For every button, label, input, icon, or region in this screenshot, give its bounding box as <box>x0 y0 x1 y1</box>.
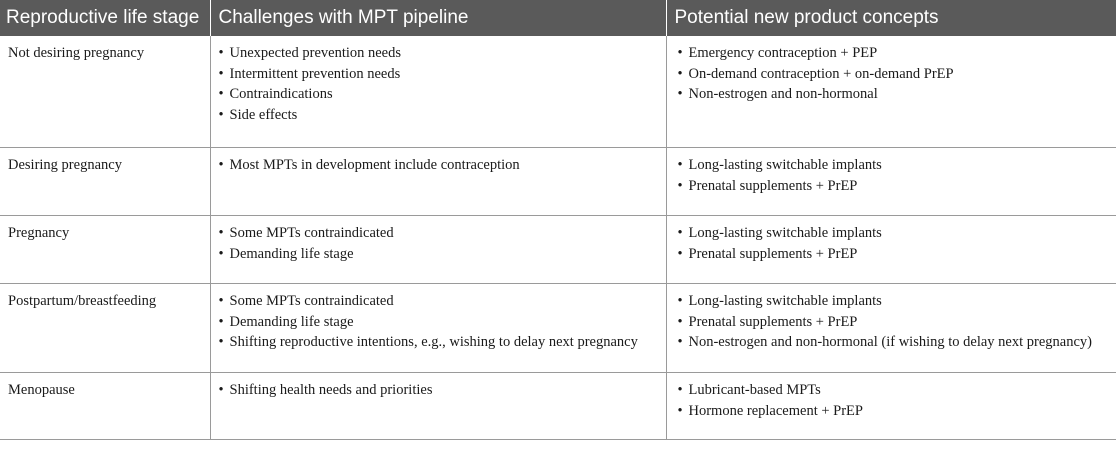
header-challenges: Challenges with MPT pipeline <box>210 0 666 36</box>
header-concepts: Potential new product concepts <box>666 0 1116 36</box>
concepts-list <box>678 380 1109 421</box>
list-item: • Long-lasting switchable implants <box>678 155 1109 176</box>
challenges-cell <box>210 36 666 148</box>
challenges-list <box>219 43 658 125</box>
list-item: • Contraindications <box>219 84 658 105</box>
list-item: • On-demand contraception + on-demand PrEP <box>678 64 1109 85</box>
challenges-cell <box>210 216 666 284</box>
list-item: • Some MPTs contraindicated <box>219 223 658 244</box>
list-item: • Unexpected prevention needs <box>219 43 658 64</box>
concepts-list <box>678 155 1109 196</box>
list-item: • Long-lasting switchable implants <box>678 223 1109 244</box>
challenges-cell <box>210 373 666 440</box>
challenges-list <box>219 291 658 353</box>
list-item: • Prenatal supplements + PrEP <box>678 312 1109 333</box>
challenges-list <box>219 380 658 401</box>
concepts-cell <box>666 373 1116 440</box>
concepts-list <box>678 223 1109 264</box>
life-stage-cell: Menopause <box>0 373 210 440</box>
table-row <box>0 36 1116 148</box>
list-item: • Non-estrogen and non-hormonal <box>678 84 1109 105</box>
table-row <box>0 216 1116 284</box>
list-item: • Demanding life stage <box>219 244 658 265</box>
concepts-cell <box>666 216 1116 284</box>
list-item: • Hormone replacement + PrEP <box>678 401 1109 422</box>
life-stage-cell: Postpartum/breastfeeding <box>0 284 210 373</box>
life-stage-cell: Pregnancy <box>0 216 210 284</box>
list-item: • Lubricant-based MPTs <box>678 380 1109 401</box>
list-item: • Shifting reproductive intentions, e.g., wishing to delay next pregnancy <box>219 332 658 353</box>
header-row <box>0 0 1116 36</box>
table-row <box>0 284 1116 373</box>
concepts-cell <box>666 36 1116 148</box>
list-item: • Prenatal supplements + PrEP <box>678 244 1109 265</box>
list-item: • Emergency contraception + PEP <box>678 43 1109 64</box>
concepts-list <box>678 43 1109 105</box>
challenges-cell <box>210 284 666 373</box>
list-item: • Intermittent prevention needs <box>219 64 658 85</box>
concepts-cell <box>666 284 1116 373</box>
list-item: • Most MPTs in development include contraception <box>219 155 658 176</box>
list-item: • Prenatal supplements + PrEP <box>678 176 1109 197</box>
concepts-list <box>678 291 1109 353</box>
header-life-stage: Reproductive life stage <box>0 0 210 36</box>
table-row <box>0 373 1116 440</box>
list-item: • Demanding life stage <box>219 312 658 333</box>
challenges-cell <box>210 148 666 216</box>
list-item: • Long-lasting switchable implants <box>678 291 1109 312</box>
list-item: • Side effects <box>219 105 658 126</box>
table-row <box>0 148 1116 216</box>
list-item: • Non-estrogen and non-hormonal (if wishing to delay next pregnancy) <box>678 332 1109 353</box>
life-stage-cell: Desiring pregnancy <box>0 148 210 216</box>
list-item: • Shifting health needs and priorities <box>219 380 658 401</box>
concepts-cell <box>666 148 1116 216</box>
challenges-list <box>219 155 658 176</box>
list-item: • Some MPTs contraindicated <box>219 291 658 312</box>
challenges-list <box>219 223 658 264</box>
life-stage-cell: Not desiring pregnancy <box>0 36 210 148</box>
